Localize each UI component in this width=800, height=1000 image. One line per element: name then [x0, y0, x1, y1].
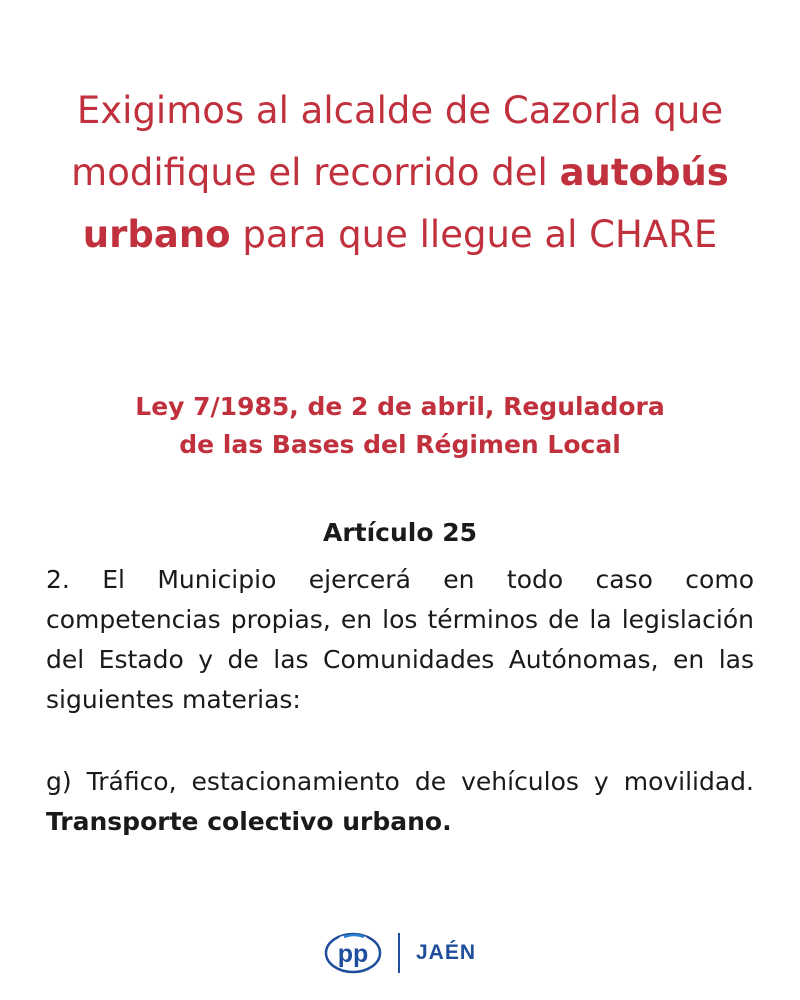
- footer: [0, 928, 800, 978]
- footer-divider: [398, 933, 400, 973]
- paragraph-2-text: g) Tráfico, estacionamiento de vehículos y movilidad.: [46, 767, 754, 796]
- article-paragraph-2: [46, 762, 754, 842]
- footer-label: JAÉN: [415, 941, 477, 964]
- pp-logo-text: pp: [337, 940, 369, 968]
- headline-bold-text: autobús urbano: [82, 151, 729, 256]
- headline: [20, 80, 780, 266]
- law-title: [60, 388, 740, 464]
- law-title-line-2: de las Bases del Régimen Local: [179, 430, 621, 459]
- paragraph-2-bold-text: Transporte colectivo urbano.: [46, 807, 452, 836]
- article-paragraph-1: 2. El Municipio ejercerá en todo caso como competencias propias, en los términos de la legislación del Estado y de las Comunidades Autónomas, en las siguientes materias:: [46, 565, 754, 714]
- headline-text-end: para que llegue al CHARE: [230, 213, 718, 256]
- article-heading: Artículo 25: [322, 518, 478, 547]
- pp-logo: [324, 931, 382, 975]
- law-title-line-1: Ley 7/1985, de 2 de abril, Reguladora: [135, 392, 665, 421]
- headline-text: Exigimos al alcalde de Cazorla que modifique el recorrido del: [71, 89, 724, 194]
